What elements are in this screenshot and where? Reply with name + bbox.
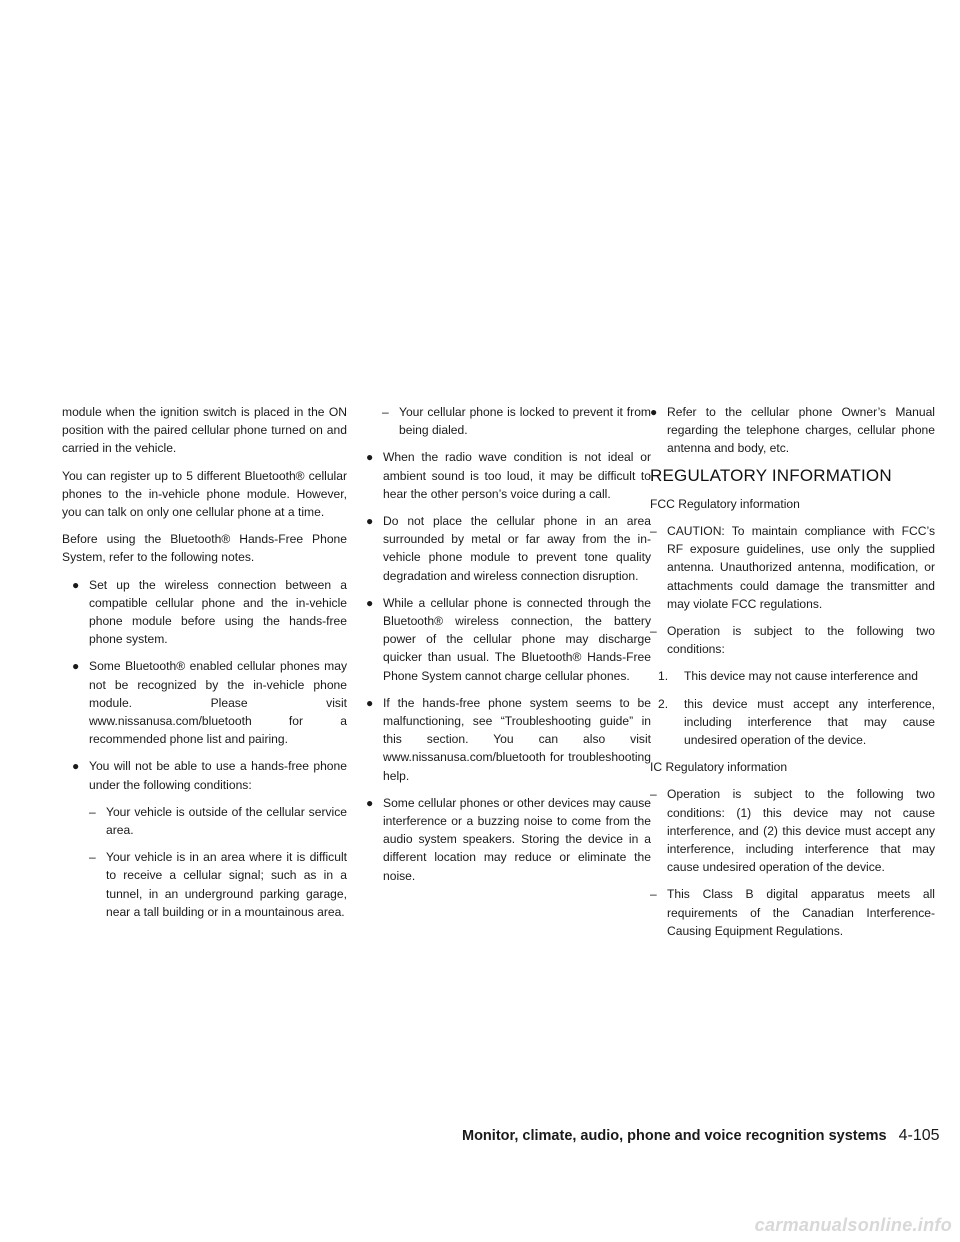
- dash-text: Your vehicle is outside of the cellular service area.: [106, 804, 347, 838]
- bullet-text: Refer to the cellular phone Owner’s Manual regarding the telephone charges, cellular phone antenna and body, etc.: [667, 405, 935, 456]
- bullet-text: If the hands-free phone system seems to be malfunctioning, see “Troubleshooting guide” in this section. You can also visit www.nissanusa.com/bluetooth for troubleshooting help.: [383, 695, 651, 783]
- dash-text: Operation is subject to the following two conditions: (1) this device may not cause interference, and (2) this device must accept any interference, including interference that may cause undesired operation of the device.: [667, 787, 935, 875]
- dash-item: [89, 803, 347, 839]
- bullet-icon: ●: [72, 659, 80, 674]
- numbered-text: This device may not cause interference and: [684, 669, 918, 684]
- dash-text: This Class B digital apparatus meets all requirements of the Canadian Interference-Causing Equipment Regulations.: [667, 887, 935, 938]
- bullet-text: You will not be able to use a hands-free phone under the following conditions:: [89, 759, 347, 792]
- bullet-item: [366, 448, 651, 503]
- dash-text: Your vehicle is in an area where it is difficult to receive a cellular signal; such as in a tunnel, in an underground parking garage, near a tall building or in a mountainous area.: [106, 850, 347, 919]
- column-2: [366, 403, 651, 894]
- column-3: [650, 403, 935, 949]
- dash-text: Your cellular phone is locked to prevent it from being dialed.: [399, 405, 651, 438]
- dash-item: [650, 785, 935, 876]
- bullet-text: Set up the wireless connection between a compatible cellular phone and the in-vehicle phone module before using the hands-free phone system.: [89, 577, 347, 647]
- dash-item: [650, 622, 935, 658]
- paragraph: Before using the Bluetooth® Hands-Free Phone System, refer to the following notes.: [62, 532, 347, 565]
- dash-marker: –: [89, 804, 96, 819]
- numbered-item: [658, 667, 935, 685]
- dash-marker: –: [650, 524, 657, 539]
- dash-marker: –: [89, 850, 96, 865]
- bullet-item: [72, 576, 347, 649]
- bullet-icon: ●: [366, 450, 374, 465]
- dash-item: [382, 403, 651, 439]
- bullet-item: [650, 403, 935, 458]
- section-heading: REGULATORY INFORMATION: [650, 465, 892, 485]
- subheading: IC Regulatory information: [650, 760, 788, 775]
- number-marker: 1.: [658, 669, 669, 684]
- dash-marker: –: [650, 787, 657, 802]
- bullet-text: While a cellular phone is connected through the Bluetooth® wireless connection, the battery power of the cellular phone may discharge quicker than usual. The Bluetooth® Hands-Free Phone System cannot charge cellular phones.: [383, 595, 651, 683]
- dash-item: [650, 522, 935, 613]
- footer-section-title: Monitor, climate, audio, phone and voice recognition systems: [462, 1128, 887, 1144]
- numbered-item: [658, 695, 935, 750]
- dash-marker: –: [650, 624, 657, 639]
- bullet-item: [366, 794, 651, 885]
- column-1: [62, 403, 347, 930]
- dash-marker: –: [650, 887, 657, 902]
- dash-marker: –: [382, 405, 389, 419]
- bullet-icon: ●: [72, 759, 80, 774]
- bullet-item: [72, 757, 347, 793]
- dash-text: Operation is subject to the following two conditions:: [667, 624, 935, 657]
- bullet-item: [72, 657, 347, 748]
- watermark: carmanualsonline.info: [754, 1215, 952, 1235]
- dash-text: CAUTION: To maintain compliance with FCC’s RF exposure guidelines, use only the supplied antenna. Unauthorized antenna, modification, or attachments could damage the transmitter and may violate FCC regulations.: [667, 524, 935, 611]
- bullet-text: Some Bluetooth® enabled cellular phones may not be recognized by the in-vehicle phone module. Please visit www.nissanusa.com/bluetooth for a recommended phone list and pairing.: [89, 659, 347, 747]
- numbered-text: this device must accept any interference, including interference that may cause undesired operation of the device.: [684, 696, 935, 748]
- subheading: FCC Regulatory information: [650, 496, 800, 511]
- dash-item: [89, 848, 347, 921]
- bullet-icon: ●: [650, 405, 658, 419]
- bullet-icon: ●: [72, 577, 80, 592]
- page-footer: [462, 1127, 940, 1145]
- bullet-text: Do not place the cellular phone in an area surrounded by metal or far away from the in-vehicle phone module to prevent tone quality degradation and wireless connection disruption.: [383, 514, 651, 583]
- bullet-item: [366, 512, 651, 585]
- bullet-icon: ●: [366, 795, 374, 810]
- bullet-text: When the radio wave condition is not ideal or ambient sound is too loud, it may be difficult to hear the other person’s voice during a call.: [383, 450, 651, 501]
- bullet-item: [366, 694, 651, 785]
- page-number: 4-105: [898, 1127, 940, 1144]
- dash-item: [650, 885, 935, 940]
- paragraph: You can register up to 5 different Bluetooth® cellular phones to the in-vehicle phone module. However, you can talk on only one cellular phone at a time.: [62, 468, 347, 520]
- bullet-icon: ●: [366, 595, 374, 610]
- number-marker: 2.: [658, 696, 669, 711]
- bullet-item: [366, 594, 651, 685]
- bullet-icon: ●: [366, 514, 374, 529]
- paragraph: module when the ignition switch is placed in the ON position with the paired cellular phone turned on and carried in the vehicle.: [62, 405, 347, 456]
- bullet-icon: ●: [366, 695, 374, 710]
- bullet-text: Some cellular phones or other devices may cause interference or a buzzing noise to come from the audio system speakers. Storing the device in a different location may reduce or eliminate the noise.: [383, 795, 651, 883]
